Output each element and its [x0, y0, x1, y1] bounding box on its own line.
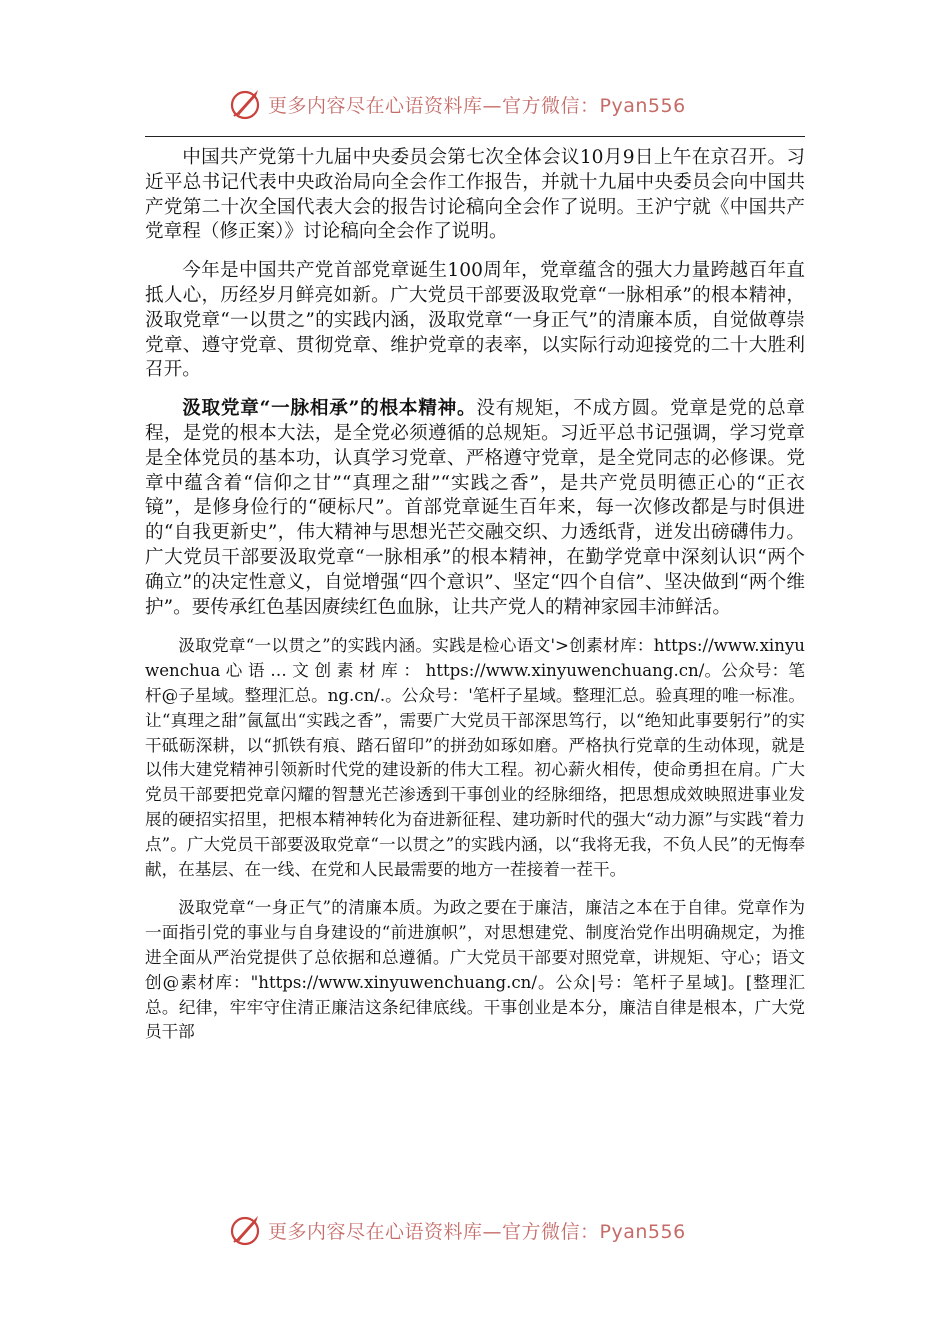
paragraph-4: 汲取党章“一以贯之”的实践内涵。实践是检心语文'>创素材库：https://www.xinyuwenchua 心 语 … 文 创 素 材 库 ： https://www.xinyuwenchuang.cn/。公众号：笔杆@子星域。整理汇总。ng.cn/.。公众号：'笔杆子星域。整理汇总。验真理的唯一标准。让“真理之甜”氤氲出“实践之香”，需要广大党员干部深思笃行，以“绝知此事要躬行”的实干砥砺深耕，以“抓铁有痕、踏石留印”的拼劲如琢如磨。严格执行党章的生动体现，就是以伟大建党精神引领新时代党的建设新的伟大工程。初心薪火相传，使命勇担在肩。广大党员干部要把党章闪耀的智慧光芒渗透到干事创业的经脉细络，把思想成效映照进事业发展的硬招实招里，把根本精神转化为奋进新征程、建功新时代的强大“动力源”与实践“着力点”。广大党员干部要汲取党章“一以贯之”的实践内涵，以“我将无我，不负人民”的无悔奉献，在基层、在一线、在党和人民最需要的地方一茬接着一茬干。: [145, 636, 805, 879]
paragraph-3-text: 没有规矩，不成方圆。党章是党的总章程，是党的根本大法，是全党必须遵循的总规矩。习近平总书记强调，学习党章是全体党员的基本功，认真学习党章、严格遵守党章，是全党同志的必修课。党章中蕴含着“信仰之甘”“真理之甜”“实践之香”，是共产党员明德正心的“正衣镜”，是修身俭行的“硬标尺”。首部党章诞生百年来，每一次修改都是与时俱进的“自我更新史”，伟大精神与思想光芒交融交织、力透纸背，迸发出磅礴伟力。广大党员干部要汲取党章“一脉相承”的根本精神，在勤学党章中深刻认识“两个确立”的决定性意义，自觉增强“四个意识”、坚定“四个自信”、坚决做到“两个维护”。要传承红色基因赓续红色血脉，让共产党人的精神家园丰沛鲜活。: [145, 398, 805, 618]
brush-logo-icon: [228, 1212, 264, 1248]
paragraph-5: 汲取党章“一身正气”的清廉本质。为政之要在于廉洁，廉洁之本在于自律。党章作为一面指引党的事业与自身建设的“前进旗帜”，对思想建党、制度治党作出明确规定，为推进全面从严治党提供了总依据和总遵循。广大党员干部要对照党章，讲规矩、守心；语文创@素材库："https://www.xinyuwenchuang.cn/。公众|号：笔杆子星域]。[整理汇总。纪律，牢牢守住清正廉洁这条纪律底线。干事创业是本分，廉洁自律是根本，广大党员干部: [145, 898, 805, 1042]
brush-logo-icon: [228, 86, 264, 122]
footer-banner-text: 更多内容尽在心语资料库—官方微信：Pyan556: [268, 1220, 686, 1243]
paragraph-1: 中国共产党第十九届中央委员会第七次全体会议10月9日上午在京召开。习近平总书记代表中央政治局向全会作工作报告，并就十九届中央委员会向中国共产党第二十次全国代表大会的报告讨论稿向全会作了说明。王沪宁就《中国共产党章程（修正案）》讨论稿向全会作了说明。: [145, 147, 805, 243]
paragraph-2: 今年是中国共产党首部党章诞生100周年，党章蕴含的强大力量跨越百年直抵人心，历经岁月鲜亮如新。广大党员干部要汲取党章“一脉相承”的根本精神，汲取党章“一以贯之”的实践内涵，汲取党章“一身正气”的清廉本质，自觉做尊崇党章、遵守党章、贯彻党章、维护党章的表率，以实际行动迎接党的二十大胜利召开。: [145, 260, 805, 381]
paragraph-3: [145, 397, 805, 620]
paragraph-3-lead: 汲取党章“一脉相承”的根本精神。: [182, 398, 477, 420]
document-body: [145, 146, 805, 1045]
header-rule: [145, 136, 805, 137]
header-banner: [228, 84, 748, 124]
footer-banner: [228, 1210, 748, 1250]
header-banner-text: 更多内容尽在心语资料库—官方微信：Pyan556: [268, 94, 686, 117]
